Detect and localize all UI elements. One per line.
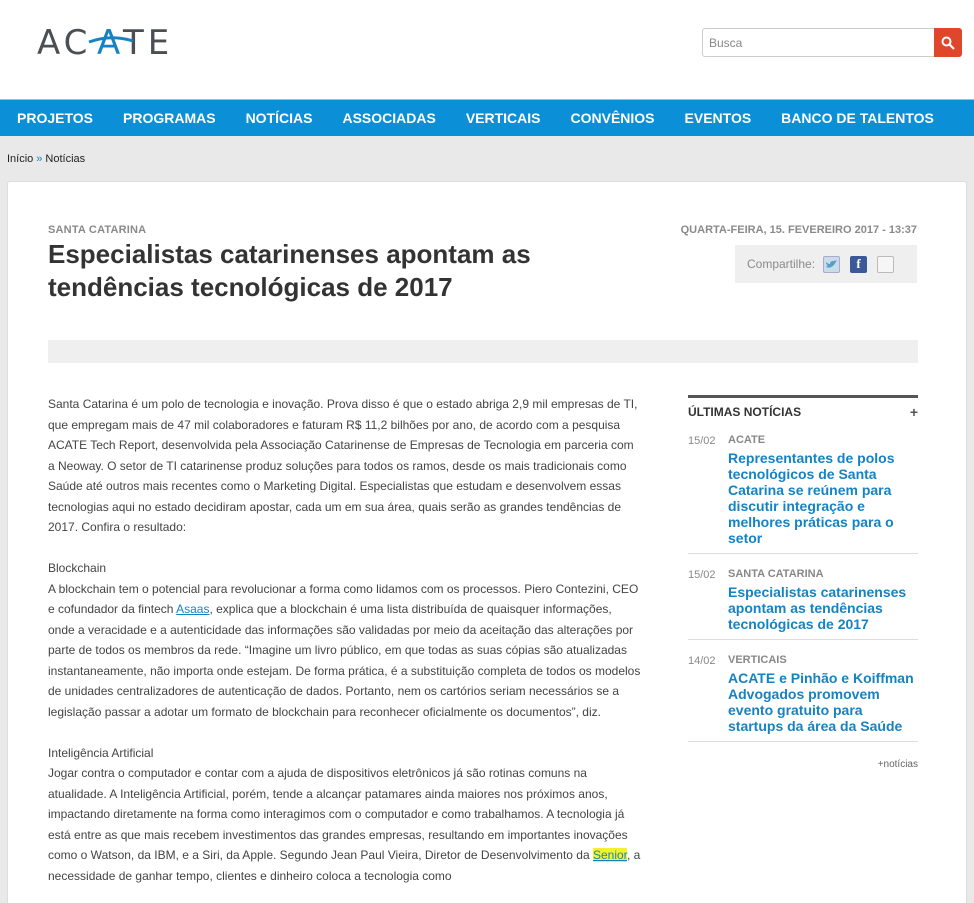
email-share-icon[interactable] [877,256,894,273]
blockchain-text-post: , explica que a blockchain é uma lista distribuída de quaisquer informações, onde a veracidade e a autenticidade das informações são validadas por meio da aceitação das alterações por parte de todos os membros da rede. “Imagine um livro público, em que todas as suas cópias são atualizadas instantaneamente, não importa onde estejam. De forma prática, é a substituição completa de todos os modelos de unidades centralizadores de autenticação de dados. Portanto, nem os cartórios seriam necessários se a legislação passar a adotar um formato de blockchain para reconhecer oficialmente os documentos”, diz. [48,602,641,719]
search-bar [702,28,962,57]
search-button[interactable] [934,28,962,57]
share-box [735,245,917,283]
news-date: 15/02 [688,569,716,581]
article-date: QUARTA-FEIRA, 15. FEVEREIRO 2017 - 13:37 [680,224,917,236]
main-nav [0,99,974,136]
breadcrumb-current[interactable]: Notícias [45,153,86,165]
section-heading-ai: Inteligência Artificial [48,745,154,760]
more-news-link[interactable]: +notícias [877,759,918,770]
content-card [7,181,967,903]
svg-text:TE: TE [123,23,174,62]
search-input[interactable] [702,28,934,57]
news-category: SANTA CATARINA [728,568,824,580]
search-icon [941,36,955,50]
nav-item-noticias[interactable]: NOTÍCIAS [245,110,313,126]
ai-text-post: , a necessidade de ganhar tempo, clientes e dinheiro coloca a tecnologia como [48,848,641,883]
news-body [728,568,918,632]
ai-paragraph [48,763,641,886]
nav-item-convenios[interactable]: CONVÊNIOS [570,110,655,126]
breadcrumb [7,153,85,165]
nav-item-eventos[interactable]: EVENTOS [684,110,752,126]
latest-news-sidebar [688,395,918,770]
article-body [48,394,641,903]
section-heading-blockchain: Blockchain [48,561,107,575]
news-body [728,654,918,734]
news-item[interactable] [688,640,918,742]
nav-item-projetos[interactable]: PROJETOS [17,110,93,126]
nav-item-programas[interactable]: PROGRAMAS [123,110,216,126]
news-title-link[interactable]: ACATE e Pinhão e Koiffman Advogados promovem evento gratuito para startups da área da Saúde [728,670,914,734]
breadcrumb-separator: » [36,153,43,165]
blockchain-text-pre: A blockchain tem o potencial para revolucionar a forma como lidamos com os processos. Piero Contezini, CEO e cofundador da fintech [48,581,639,616]
blockchain-paragraph [48,579,641,723]
nav-item-verticais[interactable]: VERTICAIS [465,110,541,126]
twitter-icon[interactable] [823,256,840,273]
twitter-bird-icon [825,259,838,270]
nav-item-associadas[interactable]: ASSOCIADAS [342,110,436,126]
share-label: Compartilhe: [747,257,816,271]
article-intro: Santa Catarina é um polo de tecnologia e inovação. Prova disso é que o estado abriga 2,9 mil empresas de TI, que empregam mais de 47 mil colaboradores e faturam R$ 11,2 bilhões por ano, de acordo com a pesquisa ACATE Tech Report, desenvolvida pela Associação Catarinense de Empresas de Tecnologia em parceria com a Neoway. O setor de TI catarinense produz soluções para todos os ramos, desde os mais tradicionais como Saúde até outros mais recentes como o Marketing Digital. Especialistas que estudam e desenvolvem essas tecnologias aqui no estado decidiram apostar, cada um em sua área, quais serão as grandes tendências de 2017. Confira o resultado: [48,397,638,534]
article-title: Especialistas catarinenses apontam as tendências tecnológicas de 2017 [48,239,531,302]
sidebar-header [688,395,918,420]
expand-plus-icon[interactable]: + [909,404,918,420]
news-date: 15/02 [688,435,716,447]
news-date: 14/02 [688,655,716,667]
svg-text:AC: AC [37,23,92,62]
site-header [0,0,974,99]
ai-text-pre: Jogar contra o computador e contar com a ajuda de dispositivos eletrônicos já são rotinas comuns na atualidade. A Inteligência Artificial, porém, tende a alcançar patamares ainda maiores nos próximos anos, impactando diretamente na forma como interagimos com o computador e como trabalhamos. A tecnologia já está entre as que mais recebem investimentos das grandes empresas, resultando em importantes inovações como o Watson, da IBM, e a Siri, da Apple. Segundo Jean Paul Vieira, Diretor de Desenvolvimento da [48,766,628,862]
acate-logo-mark [37,22,187,62]
sidebar-title: ÚLTIMAS NOTÍCIAS [688,405,802,419]
news-item[interactable] [688,420,918,554]
breadcrumb-home[interactable]: Início [7,153,34,165]
article-category: SANTA CATARINA [48,224,147,236]
news-title-link[interactable]: Representantes de polos tecnológicos de Santa Catarina se reúnem para discutir integração e melhores práticas para o setor [728,450,895,546]
svg-text:A: A [97,23,121,62]
separator-bar [48,340,918,363]
asaas-link[interactable]: Asaas [176,602,210,616]
news-category: VERTICAIS [728,654,787,666]
acate-logo[interactable] [37,22,187,62]
news-title-link[interactable]: Especialistas catarinenses apontam as tendências tecnológicas de 2017 [728,584,907,632]
news-body [728,434,918,546]
nav-item-banco-de-talentos[interactable]: BANCO DE TALENTOS [781,110,934,126]
senior-link[interactable]: Senior [592,848,627,862]
news-item[interactable] [688,554,918,640]
facebook-icon[interactable]: f [850,256,867,273]
news-category: ACATE [728,434,766,446]
